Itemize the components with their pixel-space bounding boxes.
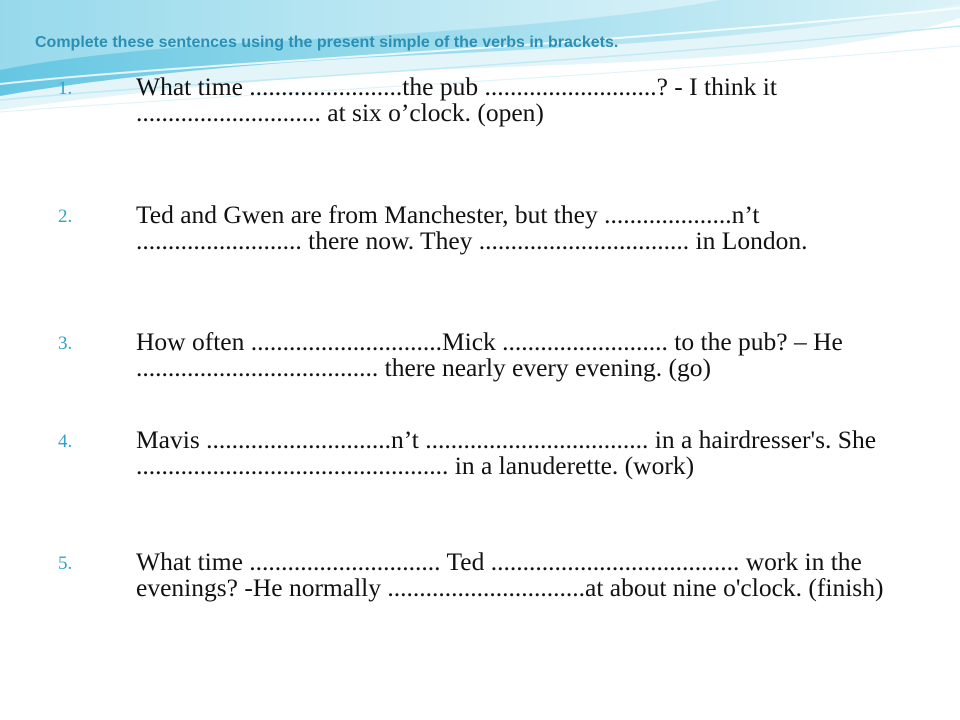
exercise-number: 3. bbox=[58, 333, 73, 354]
exercise-text: How often ..............................Mick .......................... to the pub? – He ...................................... there nearly every evening. (go) bbox=[136, 327, 843, 382]
exercise-item-3 bbox=[58, 329, 918, 427]
exercise-item-1 bbox=[58, 74, 918, 202]
exercise-item-2 bbox=[58, 202, 918, 329]
exercise-list bbox=[58, 74, 918, 601]
exercise-text: What time .............................. Ted ....................................... work in the evenings? -He normally ...............................at about nine o'clock. (finish) bbox=[136, 547, 884, 602]
exercise-number: 1. bbox=[58, 78, 73, 99]
exercise-item-4 bbox=[58, 427, 918, 549]
exercise-text: Mavis .............................n’t ................................... in a hairdresser's. She ................................................. in a lanuderette. (work) bbox=[136, 425, 877, 480]
exercise-number: 2. bbox=[58, 206, 73, 227]
exercise-text: What time ........................the pub ...........................? - I think it ............................. at six o’clock. (open) bbox=[136, 72, 777, 127]
exercise-number: 4. bbox=[58, 431, 73, 452]
exercise-number: 5. bbox=[58, 553, 73, 574]
exercise-item-5 bbox=[58, 549, 918, 601]
exercise-text: Ted and Gwen are from Manchester, but they ....................n’t .......................... there now. They ................................. in London. bbox=[136, 200, 808, 255]
slide-title: Complete these sentences using the present simple of the verbs in brackets. bbox=[35, 34, 619, 51]
